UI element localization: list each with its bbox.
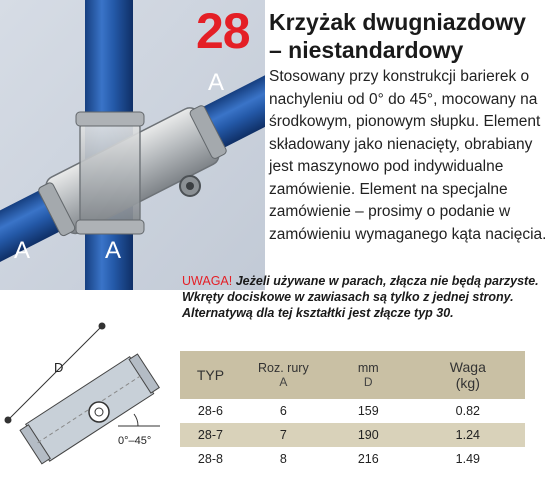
warning-note: [182, 274, 552, 321]
photo-label-a: A: [14, 237, 31, 264]
dimension-label-d: D: [54, 360, 64, 375]
cell-d: 159: [357, 404, 379, 418]
spec-table: [180, 351, 525, 471]
col-header-typ: TYP: [180, 351, 241, 399]
col-header-mm-sub: D: [363, 375, 373, 389]
table-row: [180, 447, 525, 471]
cell-d: 216: [357, 452, 379, 466]
col-header-mm: [326, 351, 411, 399]
cell-typ: 28-7: [180, 423, 241, 447]
cell-roz: 8: [279, 452, 287, 466]
title-line-2: – niestandardowy: [269, 37, 464, 63]
table-header-row: [180, 351, 525, 399]
angle-label: 0°–45°: [118, 435, 152, 447]
product-description: Stosowany przy konstrukcji barierek o nachyleniu od 0° do 45°, mocowany na środkowym, pionowym słupku. Element składowany jako nienacięty, obrabiany jest maszynowo pod indywidualne zamówienie. Element na specjalne zamówienie – prosimy o podanie w zamówieniu wymaganego kąta nacięcia.: [269, 68, 547, 243]
col-header-roz-label: Roz. rury: [258, 361, 309, 375]
cell-typ: 28-8: [197, 452, 223, 466]
title-line-1: Krzyżak dwugniazdowy: [269, 9, 526, 35]
product-code: 28: [196, 3, 250, 59]
cell-roz: 7: [241, 423, 326, 447]
dimension-diagram: [0, 318, 175, 480]
col-header-roz-sub: A: [279, 375, 288, 389]
warning-label: UWAGA!: [182, 274, 233, 288]
cell-d: 190: [326, 423, 411, 447]
product-title: [269, 8, 559, 64]
col-header-waga-label: Waga: [449, 359, 486, 375]
cell-waga: 0.82: [455, 404, 480, 418]
cell-typ: 28-6: [197, 404, 223, 418]
cell-waga: 1.49: [455, 452, 480, 466]
cell-roz: 6: [279, 404, 287, 418]
col-header-waga-sub: (kg): [455, 375, 480, 391]
cell-waga: 1.24: [411, 423, 525, 447]
photo-label-a: A: [105, 237, 122, 264]
table-row: [180, 399, 525, 423]
warning-text: Jeżeli używane w parach, złącza nie będą parzyste. Wkręty dociskowe w zawiasach są tylko z jednej strony. Alternatywą dla tej kształtki jest złącze typ 30.: [182, 274, 539, 320]
photo-label-a: A: [208, 69, 225, 96]
col-header-waga: [411, 351, 525, 399]
col-header-mm-label: mm: [357, 361, 379, 375]
col-header-roz: [241, 351, 326, 399]
table-row: [180, 423, 525, 447]
